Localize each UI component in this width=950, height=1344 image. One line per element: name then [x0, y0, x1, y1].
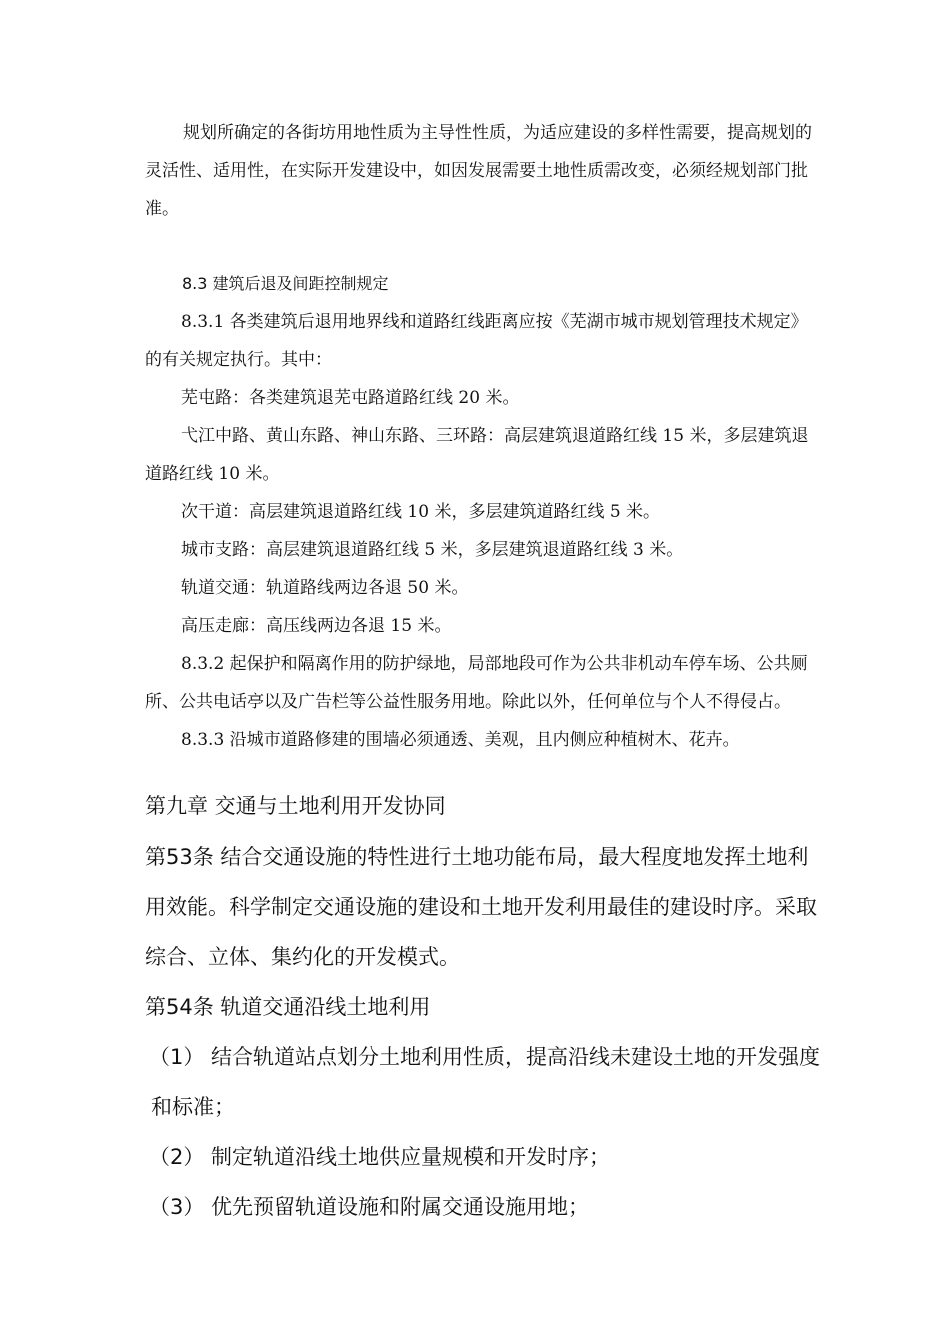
list-item-marker: （3）	[149, 1195, 205, 1219]
rule-high-voltage: 高压走廊：高压线两边各退 15 米。	[181, 616, 452, 636]
chapter-9-body	[145, 832, 825, 1232]
list-item	[145, 1032, 825, 1132]
list-item	[145, 1132, 825, 1182]
intro-block	[145, 114, 815, 228]
list-item-text: 结合轨道站点划分土地利用性质，提高沿线未建设土地的开发强度和标准；	[151, 1045, 821, 1119]
article-53-number: 53	[166, 845, 193, 869]
article-54-prefix: 第	[145, 995, 166, 1019]
list-item	[145, 1182, 825, 1232]
article-53-prefix: 第	[145, 845, 166, 869]
list-item-text: 优先预留轨道设施和附属交通设施用地；	[204, 1195, 590, 1219]
rule-secondary-roads: 次干道：高层建筑退道路红线 10 米，多层建筑道路红线 5 米。	[181, 502, 661, 522]
list-item-text: 制定轨道沿线土地供应量规模和开发时序；	[204, 1145, 611, 1169]
chapter-9-title-block	[145, 782, 825, 830]
rule-branch-roads: 城市支路：高层建筑退道路红线 5 米，多层建筑退道路红线 3 米。	[181, 540, 684, 560]
section-heading: 8.3 建筑后退及间距控制规定	[182, 274, 389, 293]
clause-8-3-2: 8.3.2 起保护和隔离作用的防护绿地，局部地段可作为公共非机动车停车场、公共厕所、公共电话亭以及广告栏等公益性服务用地。除此以外，任何单位与个人不得侵占。	[145, 654, 808, 712]
chapter-title: 第九章 交通与土地利用开发协同	[145, 794, 446, 818]
article-54-body: 条 轨道交通沿线土地利用	[192, 995, 431, 1019]
article-53-body: 条 结合交通设施的特性进行土地功能布局，最大程度地发挥土地利用效能。科学制定交通设施的建设和土地开发利用最佳的建设时序。采取综合、立体、集约化的开发模式。	[145, 845, 817, 969]
clause-8-3-3: 8.3.3 沿城市道路修建的围墙必须通透、美观，且内侧应种植树木、花卉。	[181, 730, 740, 750]
clause-8-3-1: 8.3.1 各类建筑后退用地界线和道路红线距离应按《芜湖市城市规划管理技术规定》的有关规定执行。其中：	[145, 312, 808, 370]
list-item-marker: （1）	[149, 1045, 205, 1069]
article-54	[145, 982, 825, 1032]
article-54-number: 54	[166, 995, 193, 1019]
rule-main-roads: 弋江中路、黄山东路、神山东路、三环路：高层建筑退道路红线 15 米，多层建筑退道路红线 10 米。	[145, 426, 809, 484]
rule-rail-transit: 轨道交通：轨道路线两边各退 50 米。	[181, 578, 469, 598]
section-8-3	[145, 265, 815, 759]
article-53	[145, 832, 825, 982]
rule-wutun-road: 芜屯路：各类建筑退芜屯路道路红线 20 米。	[181, 388, 520, 408]
intro-paragraph: 规划所确定的各街坊用地性质为主导性性质，为适应建设的多样性需要，提高规划的灵活性、适用性，在实际开发建设中，如因发展需要土地性质需改变，必须经规划部门批准。	[145, 123, 812, 219]
list-item-marker: （2）	[149, 1145, 205, 1169]
